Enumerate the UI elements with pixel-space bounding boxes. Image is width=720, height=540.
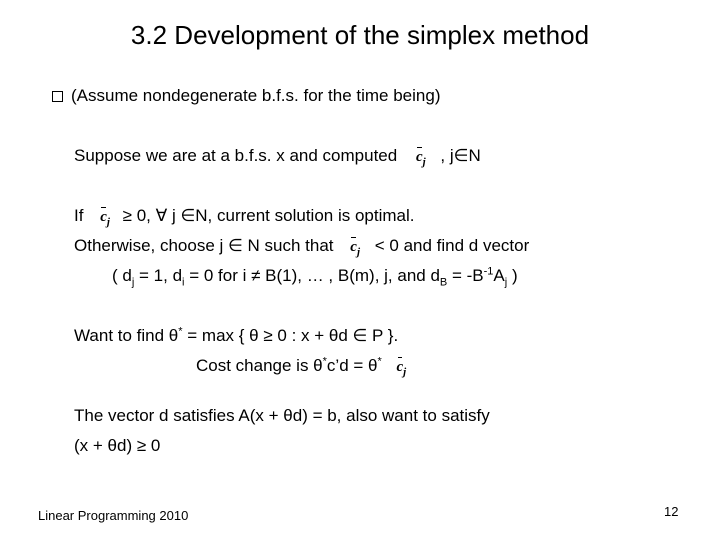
line2-text: ≥ 0, ∀ j ∈N, current solution is optimal.	[122, 206, 415, 225]
text-line-vector-d: The vector d satisfies A(x + θd) = b, also want to satisfy	[74, 406, 490, 425]
slide-title: 3.2 Development of the simplex method	[130, 20, 590, 50]
line1-text: Suppose we are at a b.f.s. x and computed	[74, 146, 398, 165]
bullet-item	[52, 86, 440, 106]
line1-index: , j∈N	[440, 146, 481, 165]
line2-if: If	[74, 206, 84, 225]
text-line-want: Want to find θ* = max { θ ≥ 0 : x + θd ∈ P }.	[74, 325, 399, 345]
page-number: 12	[664, 504, 679, 519]
text-line-nonneg: (x + θd) ≥ 0	[74, 436, 161, 455]
text-line-suppose	[74, 146, 481, 166]
text-line-if	[74, 206, 414, 226]
line3-rest: < 0 and find d vector	[374, 236, 530, 255]
bullet-text: (Assume nondegenerate b.f.s. for the time being)	[71, 86, 441, 105]
text-line-direction: ( $d_j = 1$, $d_i = 0$ for i ≠ B(1), … , B(m), j, and $d_B = -B^{-1}A_j$ )	[112, 265, 518, 289]
checkbox-bullet-icon	[52, 91, 63, 102]
reduced-cost-symbol: $c_j$	[415, 149, 426, 168]
text-line-otherwise	[74, 236, 529, 256]
text-line-cost-change: Cost change is θ*c’d = θ* $c_j$	[196, 355, 407, 378]
reduced-cost-symbol: $c_j$	[396, 359, 407, 378]
footer-course: Linear Programming 2010	[38, 508, 189, 523]
reduced-cost-symbol: $c_j$	[100, 209, 110, 228]
reduced-cost-symbol: $c_j$	[350, 239, 361, 258]
line3-text: Otherwise, choose j ∈ N such that	[74, 236, 334, 255]
